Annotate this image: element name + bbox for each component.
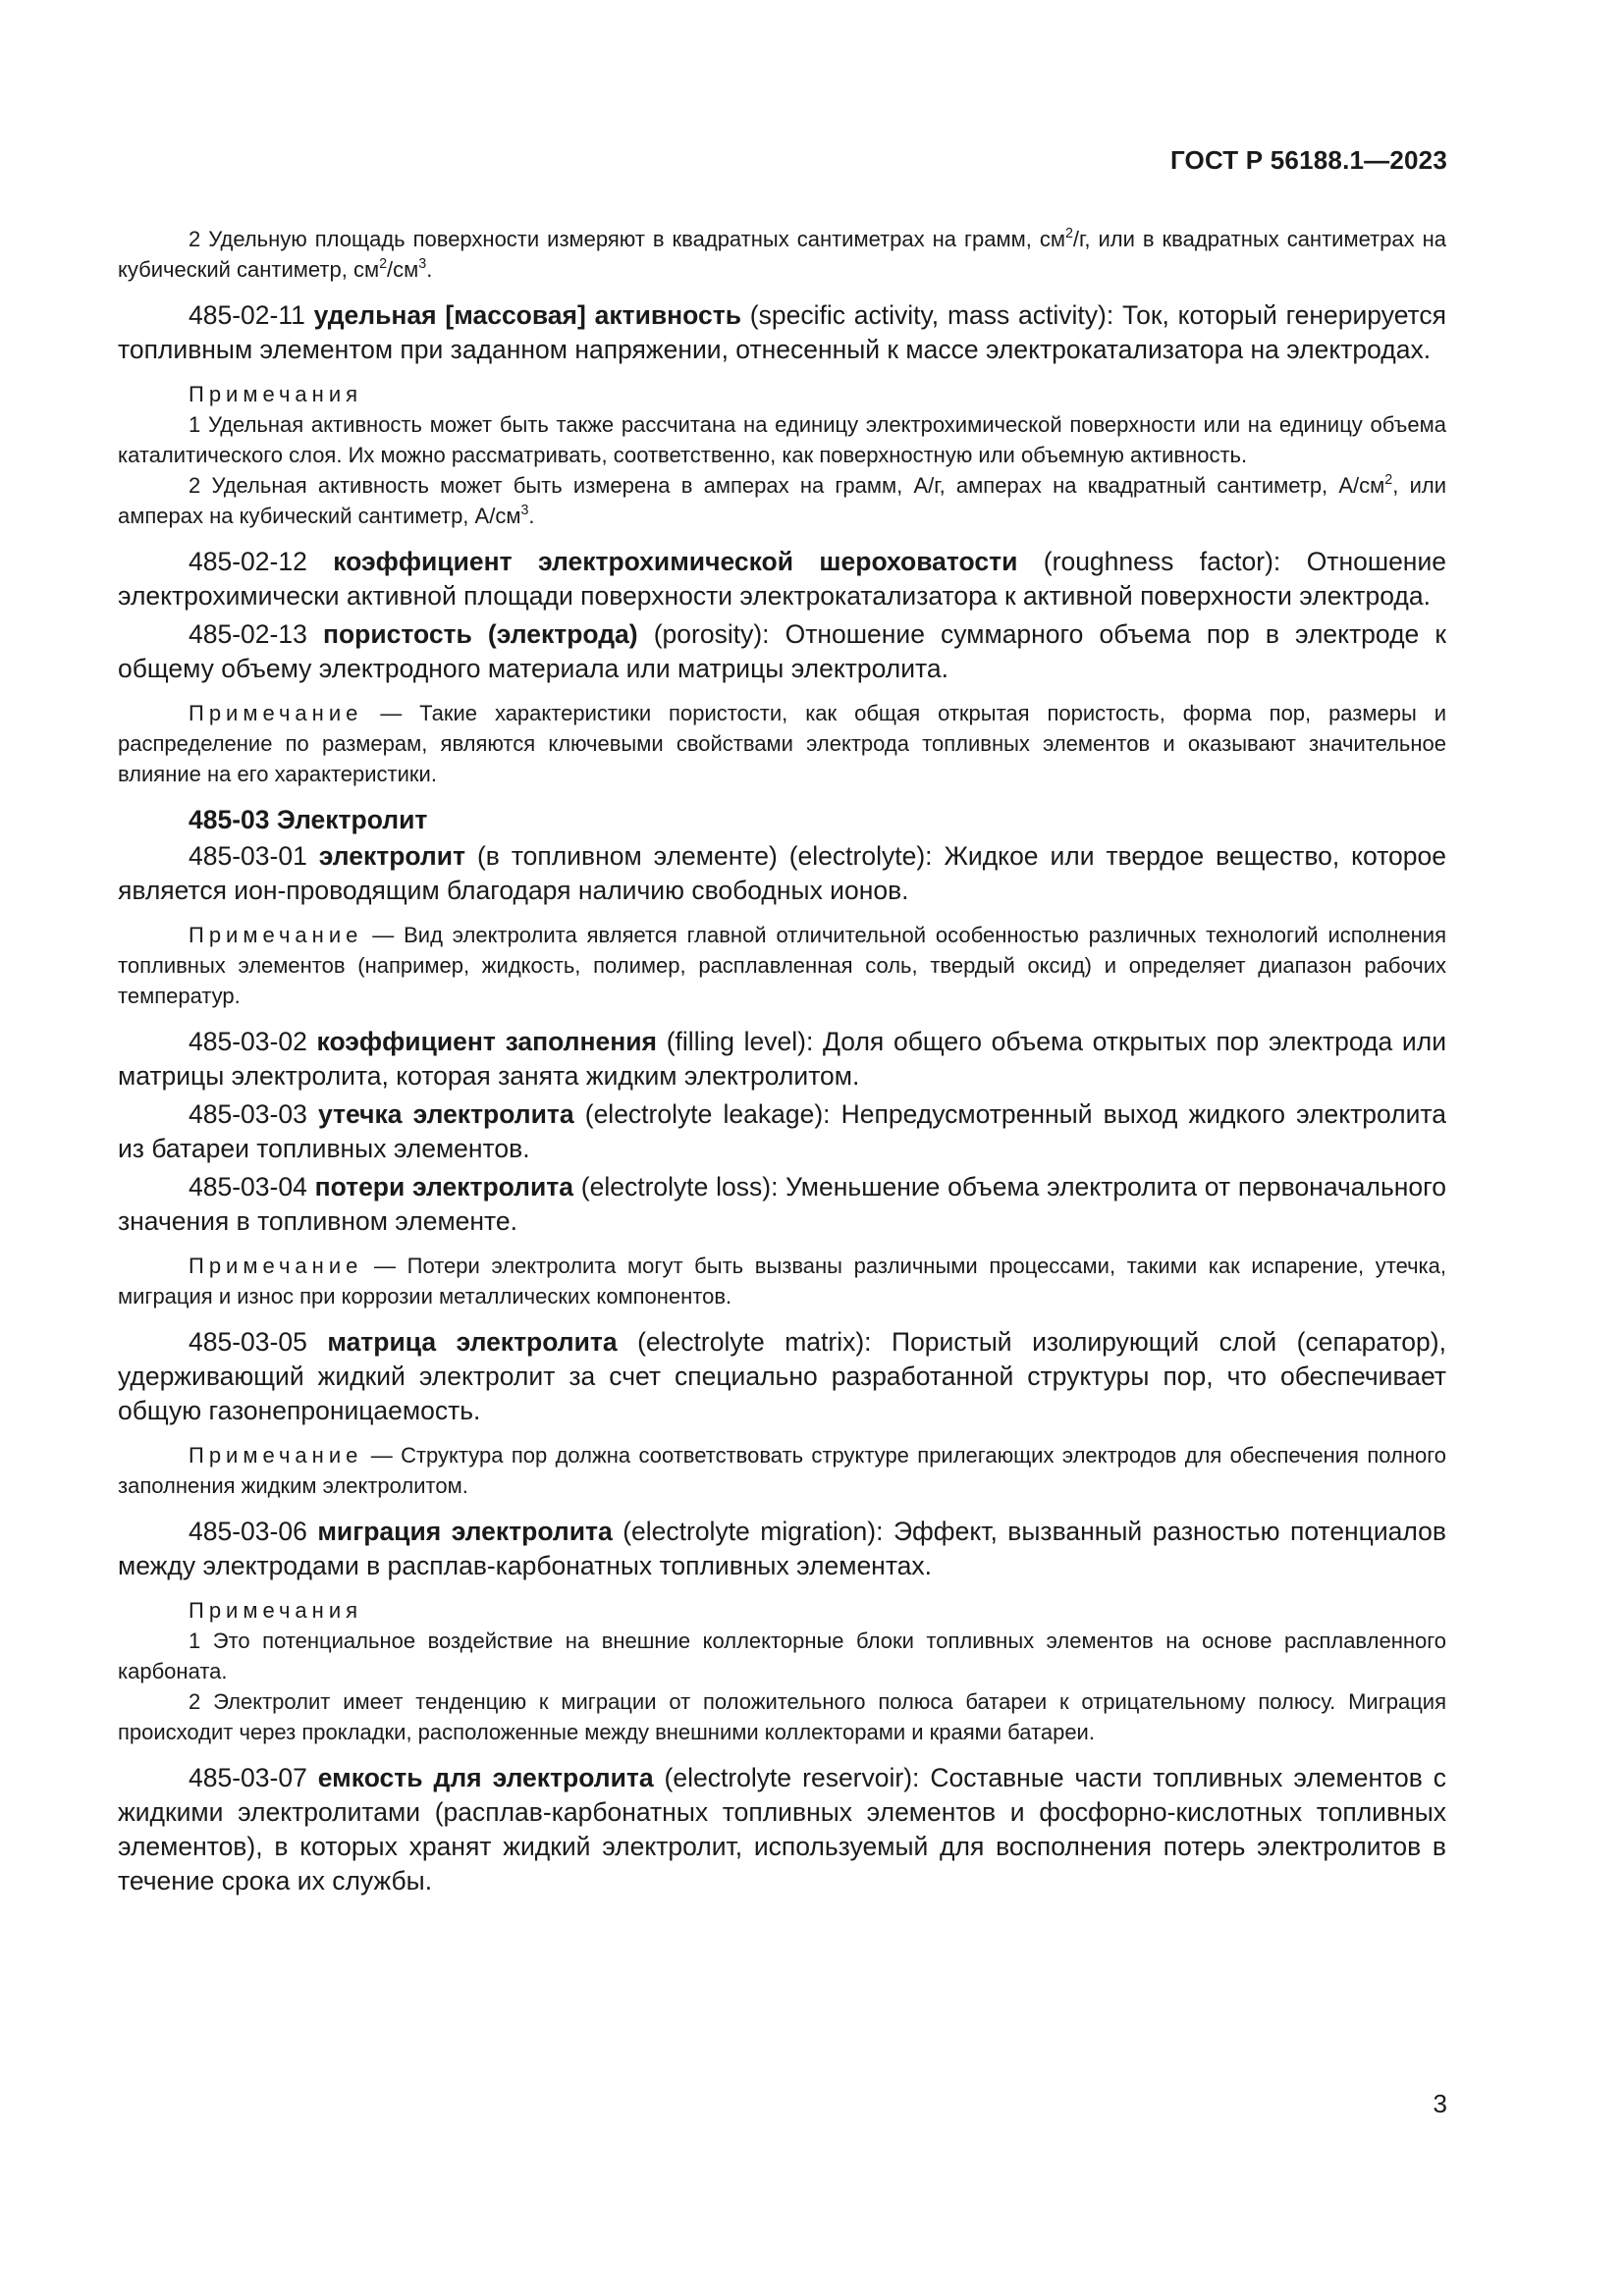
term-title: утечка электролита [317, 1099, 574, 1129]
note-specific-surface [118, 224, 1446, 285]
term-title: матрица электролита [327, 1327, 618, 1357]
term-number: 485-03-04 [189, 1172, 315, 1201]
note-paragraph: 1 Удельная активность может быть также рассчитана на единицу электрохимической поверхности или на единицу объема каталитического слоя. Их можно рассматривать, соответственно, как поверхностную или объемную активность. [118, 412, 1446, 467]
note-paragraph: 2 Электролит имеет тенденцию к миграции от положительного полюса батареи к отрицательному полюсу. Миграция происходит через прокладки, расположенные между внешними коллекторами и краями батареи. [118, 1689, 1446, 1744]
term-title: коэффициент заполнения [316, 1027, 658, 1056]
term-entry-485-02-11 [118, 298, 1446, 367]
notes-485-02-11 [118, 379, 1446, 531]
notes-heading: Примечания [189, 382, 363, 406]
term-number: 485-03-01 [189, 841, 319, 871]
term-title: удельная [массовая] активность [313, 300, 742, 330]
term-entry-485-03-02 [118, 1025, 1446, 1094]
term-definition: (electrolyte leakage): Непредусмотренный выход жидкого электролита из батареи топливных элементов. [118, 1099, 1446, 1163]
term-number: 485-03-05 [189, 1327, 328, 1357]
note-paragraph: Примечание — Вид электролита является главной отличительной особенностью различных технологий исполнения топливных элементов (например, жидкость, полимер, расплавленная соль, твердый оксид) и определяет диапазон рабочих температур. [118, 923, 1446, 1008]
term-number: 485-03-06 [189, 1517, 318, 1546]
term-definition: (electrolyte loss): Уменьшение объема электролита от первоначального значения в топливном элементе. [118, 1172, 1446, 1236]
term-definition: (electrolyte migration): Эффект, вызванный разностью потенциалов между электродами в расплав-карбонатных топливных элементах. [118, 1517, 1446, 1580]
term-title: пористость (электрода) [322, 619, 638, 649]
section-heading: 485-03 Электролит [189, 805, 428, 834]
term-definition: (в топливном элементе) (electrolyte): Жидкое или твердое вещество, которое является ион-проводящим благодаря наличию свободных ионов. [118, 841, 1446, 905]
term-title: миграция электролита [317, 1517, 613, 1546]
term-entry-485-03-05 [118, 1325, 1446, 1428]
term-title: коэффициент электрохимической шероховатости [333, 547, 1018, 576]
term-entry-485-03-04 [118, 1170, 1446, 1239]
term-number: 485-02-12 [189, 547, 334, 576]
note-485-02-13 [118, 698, 1446, 789]
notes-heading: Примечания [189, 1598, 363, 1623]
term-number: 485-03-02 [189, 1027, 317, 1056]
note-paragraph: Примечание — Такие характеристики пористости, как общая открытая пористость, форма пор, размеры и распределение по размерам, являются ключевыми свойствами электрода топливных элементов и оказывают значительное влияние на его характеристики. [118, 701, 1446, 786]
note-paragraph: 2 Удельная активность может быть измерена в амперах на грамм, А/г, амперах на квадратный сантиметр, $А/см^2$, или амперах на кубический сантиметр, $А/см^3$. [118, 471, 1446, 528]
document-header: ГОСТ Р 56188.1—2023 [1169, 145, 1447, 175]
page-number: 3 [1433, 2089, 1447, 2118]
note-label: Примечание [189, 923, 363, 947]
note-label: Примечание [189, 701, 363, 725]
term-number: 485-02-11 [189, 300, 314, 330]
term-title: емкость для электролита [317, 1763, 654, 1792]
term-entry-485-02-13 [118, 617, 1446, 686]
note-paragraph: 1 Это потенциальное воздействие на внешние коллекторные блоки топливных элементов на основе расплавленного карбоната. [118, 1629, 1446, 1683]
note-label: Примечание [189, 1443, 363, 1468]
note-label: Примечание [189, 1254, 363, 1278]
note-485-03-04 [118, 1251, 1446, 1311]
note-485-03-01 [118, 920, 1446, 1011]
term-entry-485-03-03 [118, 1097, 1446, 1166]
term-title: электролит [318, 841, 466, 871]
note-paragraph: Примечание — Структура пор должна соответствовать структуре прилегающих электродов для обеспечения полного заполнения жидким электролитом. [118, 1443, 1446, 1498]
term-entry-485-02-12 [118, 545, 1446, 614]
notes-485-03-06 [118, 1595, 1446, 1747]
term-definition: (electrolyte matrix): Пористый изолирующий слой (сепаратор), удерживающий жидкий электролит за счет специально разработанной структуры пор, что обеспечивает общую газонепроницаемость. [118, 1327, 1446, 1425]
term-entry-485-03-06 [118, 1515, 1446, 1583]
term-entry-485-03-07 [118, 1761, 1446, 1898]
term-definition: (specific activity, mass activity): Ток, который генерируется топливным элементом при заданном напряжении, отнесенный к массе электрокатализатора на электродах. [118, 300, 1446, 364]
document-body [118, 224, 1446, 1910]
note-paragraph: 2 Удельную площадь поверхности измеряют в квадратных сантиметрах на грамм, $см^2/г$, или в квадратных сантиметрах на кубический сантиметр, $см^2/см^3$. [118, 225, 1446, 282]
term-number: 485-03-07 [189, 1763, 318, 1792]
term-number: 485-03-03 [189, 1099, 318, 1129]
term-definition: (roughness factor): Отношение электрохимически активной площади поверхности электрокатализатора к активной поверхности электрода. [118, 547, 1446, 611]
note-485-03-05 [118, 1440, 1446, 1501]
note-paragraph: Примечание — Потери электролита могут быть вызваны различными процессами, такими как испарение, утечка, миграция и износ при коррозии металлических компонентов. [118, 1254, 1446, 1308]
term-entry-485-03-01 [118, 839, 1446, 908]
term-number: 485-02-13 [189, 619, 323, 649]
term-definition: (porosity): Отношение суммарного объема пор в электроде к общему объему электродного материала или матрицы электролита. [118, 619, 1446, 683]
term-definition: (filling level): Доля общего объема открытых пор электрода или матрицы электролита, которая занята жидким электролитом. [118, 1027, 1447, 1091]
term-title: потери электролита [314, 1172, 574, 1201]
term-definition: (electrolyte reservoir): Составные части топливных элементов с жидкими электролитами (расплав-карбонатных топливных элементов и фосфорно-кислотных топливных элементов), в которых хранят жидкий электролит, используемый для восполнения потерь электролитов в течение срока их службы. [118, 1763, 1446, 1896]
